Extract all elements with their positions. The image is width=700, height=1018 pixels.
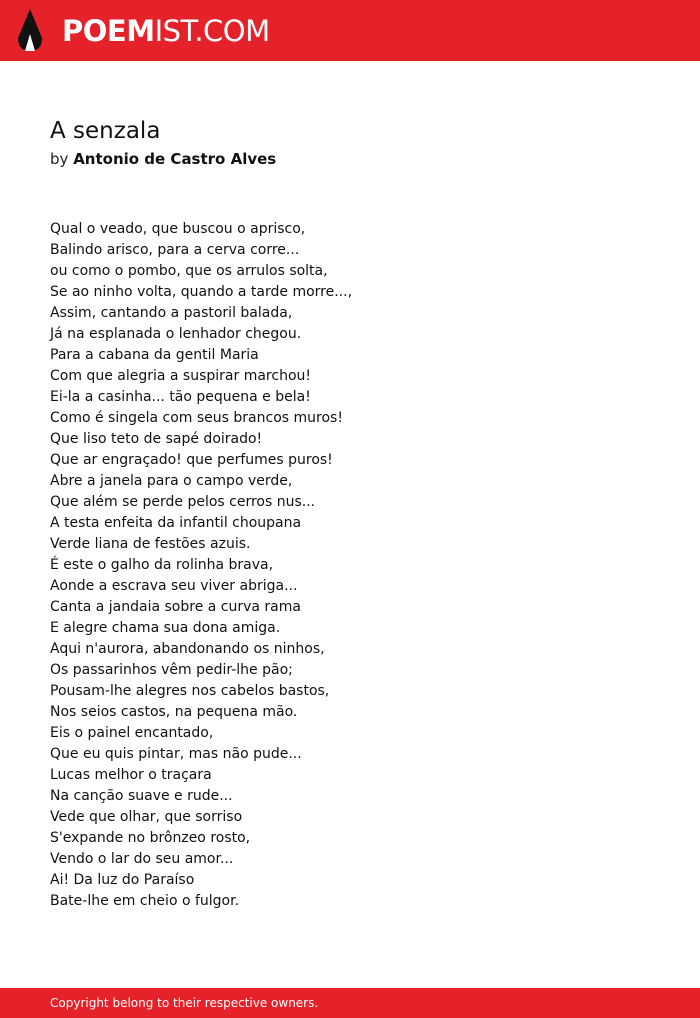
poem-line: Lucas melhor o traçara — [50, 767, 212, 783]
poem-line: E alegre chama sua dona amiga. — [50, 620, 281, 636]
poem-line: A testa enfeita da infantil choupana — [50, 515, 302, 531]
poem-line: Pousam-lhe alegres nos cabelos bastos, — [50, 683, 330, 699]
poem-line: Aonde a escrava seu viver abriga... — [50, 578, 298, 594]
poem-line: Se ao ninho volta, quando a tarde morre..., — [50, 284, 353, 300]
poem-line: Verde liana de festões azuis. — [50, 536, 251, 552]
poem-line: É este o galho da rolinha brava, — [50, 557, 274, 573]
poem-line: Eis o painel encantado, — [50, 725, 214, 741]
poem-line: Na canção suave e rude... — [50, 788, 233, 804]
poem-line: S'expande no brônzeo rosto, — [50, 830, 251, 846]
logo-bold-text: POEM — [62, 14, 155, 48]
site-header — [0, 0, 700, 61]
poem-line: Para a cabana da gentil Maria — [50, 347, 259, 363]
by-label: by — [50, 150, 69, 168]
poem-line: Com que alegria a suspirar marchou! — [50, 368, 311, 384]
poem-byline — [50, 148, 276, 170]
site-footer — [0, 988, 700, 1018]
poem-line: Que eu quis pintar, mas não pude... — [50, 746, 302, 762]
poem-line: Qual o veado, que buscou o aprisco, — [50, 221, 306, 237]
poem-line: Já na esplanada o lenhador chegou. — [50, 326, 302, 342]
poem-line: ou como o pombo, que os arrulos solta, — [50, 263, 328, 279]
site-logo[interactable] — [62, 11, 270, 51]
poem-line: Que além se perde pelos cerros nus... — [50, 494, 316, 510]
author-name: Antonio de Castro Alves — [73, 150, 277, 168]
poem-line: Ei-la a casinha... tão pequena e bela! — [50, 389, 311, 405]
copyright-text: Copyright belong to their respective owners. — [50, 996, 319, 1010]
poem-line: Vede que olhar, que sorriso — [50, 809, 243, 825]
poem-line: Que liso teto de sapé doirado! — [50, 431, 263, 447]
poem-line: Bate-lhe em cheio o fulgor. — [50, 893, 240, 909]
logo-light-text: IST.COM — [154, 14, 270, 48]
poem-line: Assim, cantando a pastoril balada, — [50, 305, 293, 321]
poem-line: Canta a jandaia sobre a curva rama — [50, 599, 301, 615]
poem-line: Como é singela com seus brancos muros! — [50, 410, 343, 426]
poem-line: Nos seios castos, na pequena mão. — [50, 704, 298, 720]
poem-line: Que ar engraçado! que perfumes puros! — [50, 452, 333, 468]
poem-line: Vendo o lar do seu amor... — [50, 851, 234, 867]
poem-line: Aqui n'aurora, abandonando os ninhos, — [50, 641, 325, 657]
pencil-tip-icon[interactable] — [17, 8, 43, 52]
poem-line: Ai! Da luz do Paraíso — [50, 872, 195, 888]
poem-title: A senzala — [50, 118, 161, 144]
poem-line: Os passarinhos vêm pedir-lhe pão; — [50, 662, 293, 678]
poem-line: Abre a janela para o campo verde, — [50, 473, 293, 489]
poem-body — [50, 219, 352, 912]
poem-line: Balindo arisco, para a cerva corre... — [50, 242, 300, 258]
